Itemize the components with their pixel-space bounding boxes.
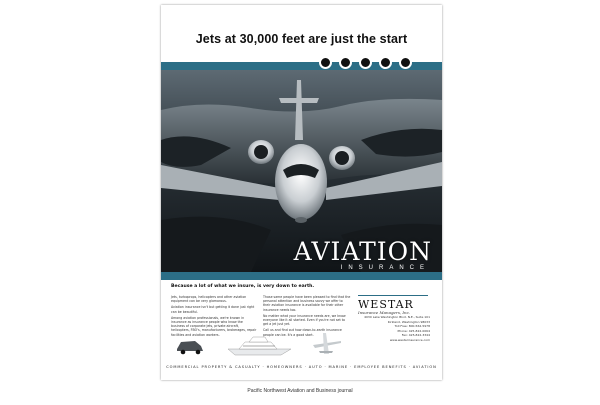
body-paragraph: Among aviation professionals, we're known in insurance as insurance people who know the business of corporate jets, private aircraft, helicopters, FBO's, manufacturers, brokerages, repair facilities and aviation workers. bbox=[171, 315, 257, 337]
body-paragraph: Jets, turboprops, helicopters and other aviation equipment can be very glamorous. bbox=[171, 295, 247, 304]
small-jet-icon bbox=[313, 333, 341, 354]
page-credit: Pacific Northwest Aviation and Business journal bbox=[247, 388, 353, 394]
body-paragraph: Those same people have been pleased to find that the personal attention and business savvy we offer to their aviation insurance is available for their other insurance needs too. bbox=[263, 295, 351, 312]
body-paragraph: Call us and find out how down-to-earth insurance people can be. It's a good start. bbox=[263, 328, 342, 337]
company-name: WESTAR bbox=[358, 298, 414, 311]
dot-icon bbox=[319, 56, 332, 69]
address-line: Toll Free: 800-562-5978 bbox=[394, 324, 430, 329]
logo-rule bbox=[358, 295, 428, 296]
body-paragraph: No matter what your insurance needs are, we know everyone like it all started. Even if you're not set to get a jet just yet. bbox=[263, 313, 346, 327]
title-insurance: INSURANCE bbox=[340, 265, 430, 271]
advertisement-page bbox=[161, 5, 442, 380]
dot-icon bbox=[399, 56, 412, 69]
company-tagline: Insurance Managers, Inc. bbox=[358, 310, 411, 315]
company-address bbox=[364, 315, 430, 343]
ad-headline: Jets at 30,000 feet are just the start bbox=[195, 32, 408, 46]
address-line: Kirkland, Washington 98033 bbox=[387, 319, 430, 324]
title-band bbox=[161, 272, 442, 280]
decorative-dots bbox=[319, 56, 429, 70]
address-line: 4030 Lake Washington Blvd. N.E., Suite 101 bbox=[364, 315, 430, 319]
westar-logo bbox=[358, 293, 428, 315]
address-line: Fax: 425-822-3344 bbox=[401, 333, 430, 338]
address-line: www.westarinsurance.com bbox=[389, 337, 430, 342]
dot-icon bbox=[379, 56, 392, 69]
body-paragraph: Aviation insurance isn't but getting it done just right can be beautiful. bbox=[171, 305, 255, 314]
vehicles-illustration bbox=[173, 327, 343, 357]
services-footer: COMMERCIAL PROPERTY & CASUALTY · HOMEOWNERS · AUTO · MARINE · EMPLOYEE BENEFITS · AVIATION bbox=[166, 365, 437, 369]
dot-icon bbox=[359, 56, 372, 69]
yacht-icon bbox=[228, 337, 291, 355]
address-line: Phone: 425-822-0064 bbox=[397, 328, 430, 333]
title-aviation: AVIATION bbox=[293, 237, 432, 266]
dot-icon bbox=[339, 56, 352, 69]
ad-tagline: Because a lot of what we insure, is very down to earth. bbox=[171, 284, 315, 289]
car-icon bbox=[177, 341, 203, 354]
